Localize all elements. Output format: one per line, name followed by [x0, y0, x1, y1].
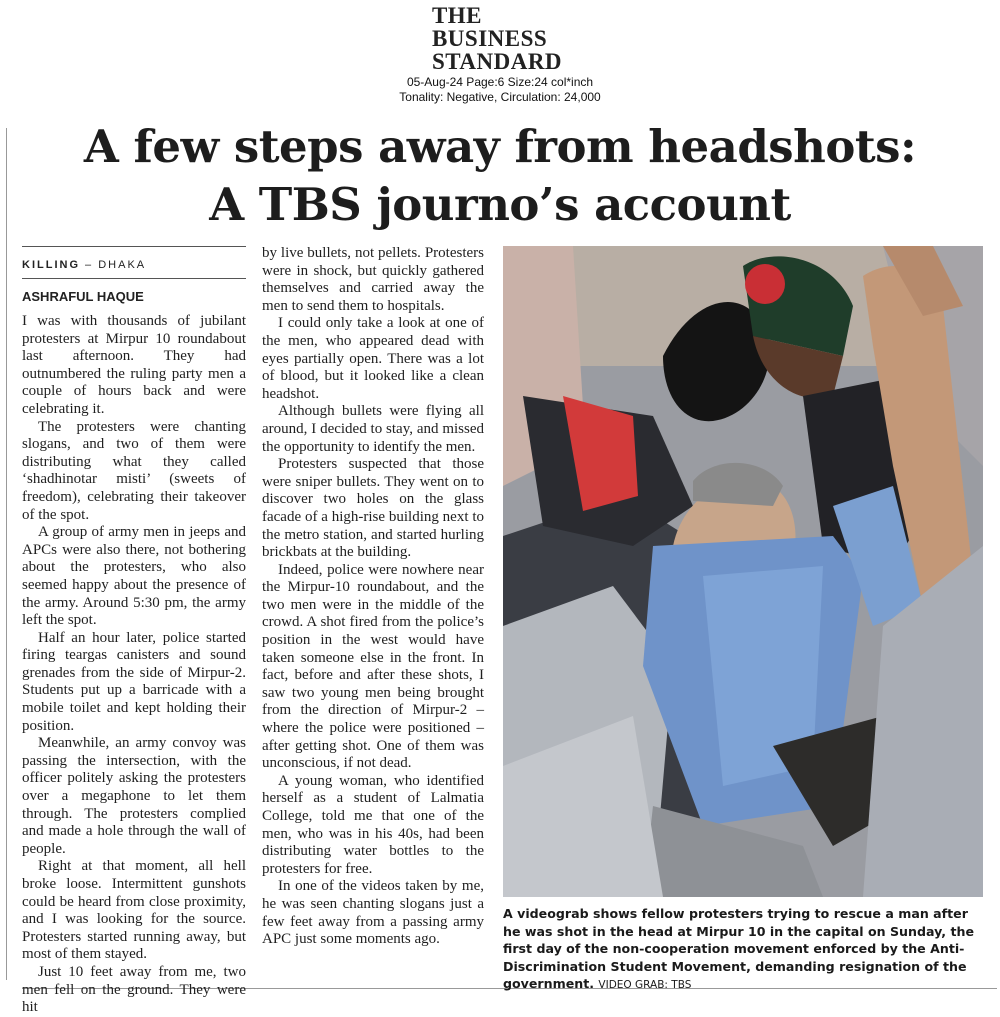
article-column-1 — [22, 246, 246, 1017]
logo-line: THE — [431, 3, 483, 28]
kicker-rule — [22, 278, 246, 279]
caption-text: A videograb shows fellow protesters trying to rescue a man after he was shot in the head at Mirpur 10 in the capital on Sunday, the first day of the non-cooperation movement enforced by the Anti-Discrimination Student Movement, demanding resignation of the government. — [503, 906, 975, 992]
kicker-separator: – — [80, 259, 99, 271]
article-column-2 — [262, 245, 484, 949]
kicker — [22, 258, 246, 272]
logo-line: STANDARD — [431, 49, 563, 74]
paragraph: Just 10 feet away from me, two men fell on the ground. They were hit — [22, 963, 246, 1016]
meta-tonality: Tonality: Negative, Circulation: 24,000 — [399, 90, 601, 104]
photo-caption — [503, 905, 985, 995]
headline — [0, 118, 1000, 234]
paragraph: The protesters were chanting slogans, and two of them were distributing what they called ‘shadhinotar misti’ (sweets of freedom), celebrating their takeover of the spot. — [22, 418, 246, 523]
kicker-label: KILLING — [22, 259, 80, 271]
headline-line-1: A few steps away from headshots: — [83, 120, 917, 173]
paragraph: In one of the videos taken by me, he was seen chanting slogans just a few feet away from a passing army APC just some moments ago. — [262, 878, 484, 948]
paragraph: Meanwhile, an army convoy was passing the intersection, with the officer politely asking the protesters over a megaphone to let them through. The protesters complied and made a hole through the wall of people. — [22, 735, 246, 857]
photo-illustration — [503, 246, 983, 897]
newspaper-logo — [432, 4, 562, 73]
masthead — [0, 4, 1000, 105]
left-column-rule — [6, 128, 7, 980]
column-top-rule — [22, 246, 246, 247]
meta-date-page: 05-Aug-24 Page:6 Size:24 col*inch — [406, 75, 594, 89]
logo-line: BUSINESS — [431, 26, 548, 51]
paragraph: Right at that moment, all hell broke loose. Intermittent gunshots could be heard from close proximity, and I was looking for the source. Protesters started running away, but most of them stayed. — [22, 858, 246, 963]
paragraph: A young woman, who identified herself as a student of Lalmatia College, told me that one of the men, who was in his 40s, had been distributing water bottles to the protesters for free. — [262, 772, 484, 877]
paragraph: I could only take a look at one of the men, who appeared dead with eyes partially open. There was a lot of blood, but it looked like a clean headshot. — [262, 315, 484, 402]
kicker-location: DHAKA — [98, 259, 147, 271]
paragraph-continued: by live bullets, not pellets. Protesters were in shock, but quickly gathered themselves and carried away the men to send them to hospitals. — [262, 245, 484, 314]
paragraph: I was with thousands of jubilant protesters at Mirpur 10 roundabout last afternoon. They had outnumbered the ruling party men a couple of hours back and were celebrating it. — [22, 313, 246, 417]
paragraph: A group of army men in jeeps and APCs were also there, not bothering about the protesters, who also seemed happy about the presence of the army. Around 5:30 pm, the army left the spot. — [22, 524, 246, 629]
photo-credit: VIDEO GRAB: TBS — [598, 979, 692, 992]
news-photo — [503, 246, 983, 897]
paragraph: Protesters suspected that those were sniper bullets. They went on to discover two holes on the glass facade of a high-rise building next to the metro station, and started hurling brickbats at the building. — [262, 456, 484, 561]
paragraph: Half an hour later, police started firing teargas canisters and sound grenades from the side of Mirpur-2. Students put up a barricade with a mobile toilet and kept holding their position. — [22, 629, 246, 734]
paragraph: Indeed, police were nowhere near the Mirpur-10 roundabout, and the two men were in the middle of the crowd. A shot fired from the police’s position in the west would have taken someone else in the front. In fact, before and after these shots, I saw two young men being brought from the direction of Mirpur-2 – where the police were positioned – after getting shot. One of them was unconscious, if not dead. — [262, 561, 484, 772]
byline: ASHRAFUL HAQUE — [22, 289, 144, 304]
paragraph: Although bullets were flying all around, I decided to stay, and missed the opportunity to identify the men. — [262, 403, 484, 455]
clipping-meta — [0, 75, 1000, 105]
headline-line-2: A TBS journo’s account — [209, 178, 791, 231]
